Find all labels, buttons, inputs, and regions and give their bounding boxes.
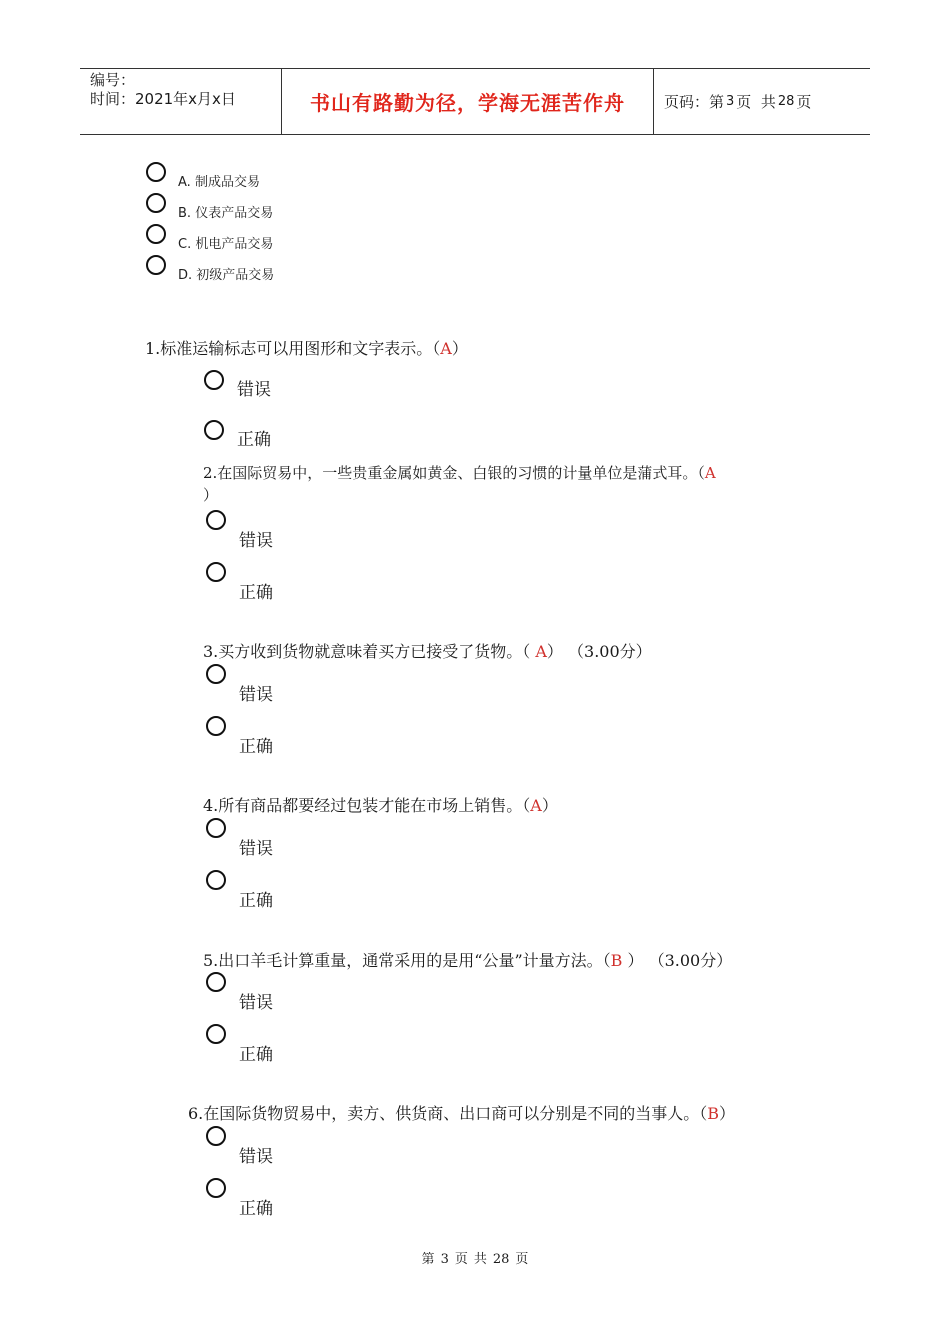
q6-right-label: 正确 bbox=[239, 1199, 273, 1219]
page-number: 3 bbox=[726, 94, 735, 109]
question-5: 5.出口羊毛计算重量，通常采用的是用“公量”计量方法。（B ） （3.00分） bbox=[203, 951, 733, 970]
option-c: C. 机电产品交易 bbox=[178, 237, 274, 252]
question-6: 6.在国际货物贸易中，卖方、供货商、出口商可以分别是不同的当事人。（B） bbox=[188, 1104, 736, 1123]
answer-6: B bbox=[707, 1104, 720, 1123]
q6-wrong-radio[interactable] bbox=[206, 1126, 226, 1146]
q2-right-radio[interactable] bbox=[206, 562, 226, 582]
motto-text: 书山有路勤为径，学海无涯苦作舟 bbox=[310, 91, 625, 115]
q5-right-radio[interactable] bbox=[206, 1024, 226, 1044]
score-3: （3.00分） bbox=[568, 642, 652, 661]
page-header bbox=[80, 68, 870, 135]
q3-right-label: 正确 bbox=[239, 737, 273, 757]
option-b-radio[interactable] bbox=[146, 193, 166, 213]
option-b: B. 仪表产品交易 bbox=[178, 206, 274, 221]
time-label: 时间：2021年x月x日 bbox=[90, 90, 236, 108]
q6-right-radio[interactable] bbox=[206, 1178, 226, 1198]
answer-5: B bbox=[610, 951, 623, 970]
answer-1: A bbox=[440, 339, 452, 358]
page-mid: 页 共 bbox=[736, 93, 776, 111]
q2-right-label: 正确 bbox=[239, 583, 273, 603]
page-suffix: 页 bbox=[796, 93, 812, 111]
q1-right-radio[interactable] bbox=[204, 420, 224, 440]
q1-wrong-label: 错误 bbox=[237, 380, 271, 400]
header-meta bbox=[80, 69, 282, 134]
q3-wrong-label: 错误 bbox=[239, 685, 273, 705]
q2-wrong-label: 错误 bbox=[239, 531, 273, 551]
answer-3: A bbox=[535, 642, 547, 661]
page-footer: 第 3 页 共 28 页 bbox=[421, 1252, 529, 1267]
option-a-radio[interactable] bbox=[146, 162, 166, 182]
question-4: 4.所有商品都要经过包装才能在市场上销售。（A） bbox=[203, 796, 558, 815]
q6-wrong-label: 错误 bbox=[239, 1147, 273, 1167]
answer-2: A bbox=[704, 464, 716, 482]
option-c-radio[interactable] bbox=[146, 224, 166, 244]
score-5: （3.00分） bbox=[648, 951, 733, 970]
q1-right-label: 正确 bbox=[237, 430, 271, 450]
question-1: 1.标准运输标志可以用图形和文字表示。（A） bbox=[145, 339, 468, 358]
q3-wrong-radio[interactable] bbox=[206, 664, 226, 684]
serial-label: 编号： bbox=[90, 71, 136, 89]
option-d: D. 初级产品交易 bbox=[178, 268, 275, 283]
q1-wrong-radio[interactable] bbox=[204, 370, 224, 390]
question-3: 3.买方收到货物就意味着买方已接受了货物。（ A） （3.00分） bbox=[203, 642, 652, 661]
q4-wrong-radio[interactable] bbox=[206, 818, 226, 838]
q4-wrong-label: 错误 bbox=[239, 839, 273, 859]
q5-wrong-label: 错误 bbox=[239, 993, 273, 1013]
answer-4: A bbox=[530, 796, 542, 815]
q5-right-label: 正确 bbox=[239, 1045, 273, 1065]
header-page-info bbox=[654, 69, 870, 134]
q4-right-radio[interactable] bbox=[206, 870, 226, 890]
page-prefix: 页码：第 bbox=[664, 93, 725, 111]
q2-wrong-radio[interactable] bbox=[206, 510, 226, 530]
option-a: A. 制成品交易 bbox=[178, 175, 260, 190]
header-motto bbox=[282, 69, 654, 134]
question-2: 2.在国际贸易中，一些贵重金属如黄金、白银的习惯的计量单位是蒲式耳。（A ） bbox=[203, 464, 716, 504]
q4-right-label: 正确 bbox=[239, 891, 273, 911]
page-total: 28 bbox=[777, 94, 795, 109]
option-d-radio[interactable] bbox=[146, 255, 166, 275]
q3-right-radio[interactable] bbox=[206, 716, 226, 736]
q5-wrong-radio[interactable] bbox=[206, 972, 226, 992]
